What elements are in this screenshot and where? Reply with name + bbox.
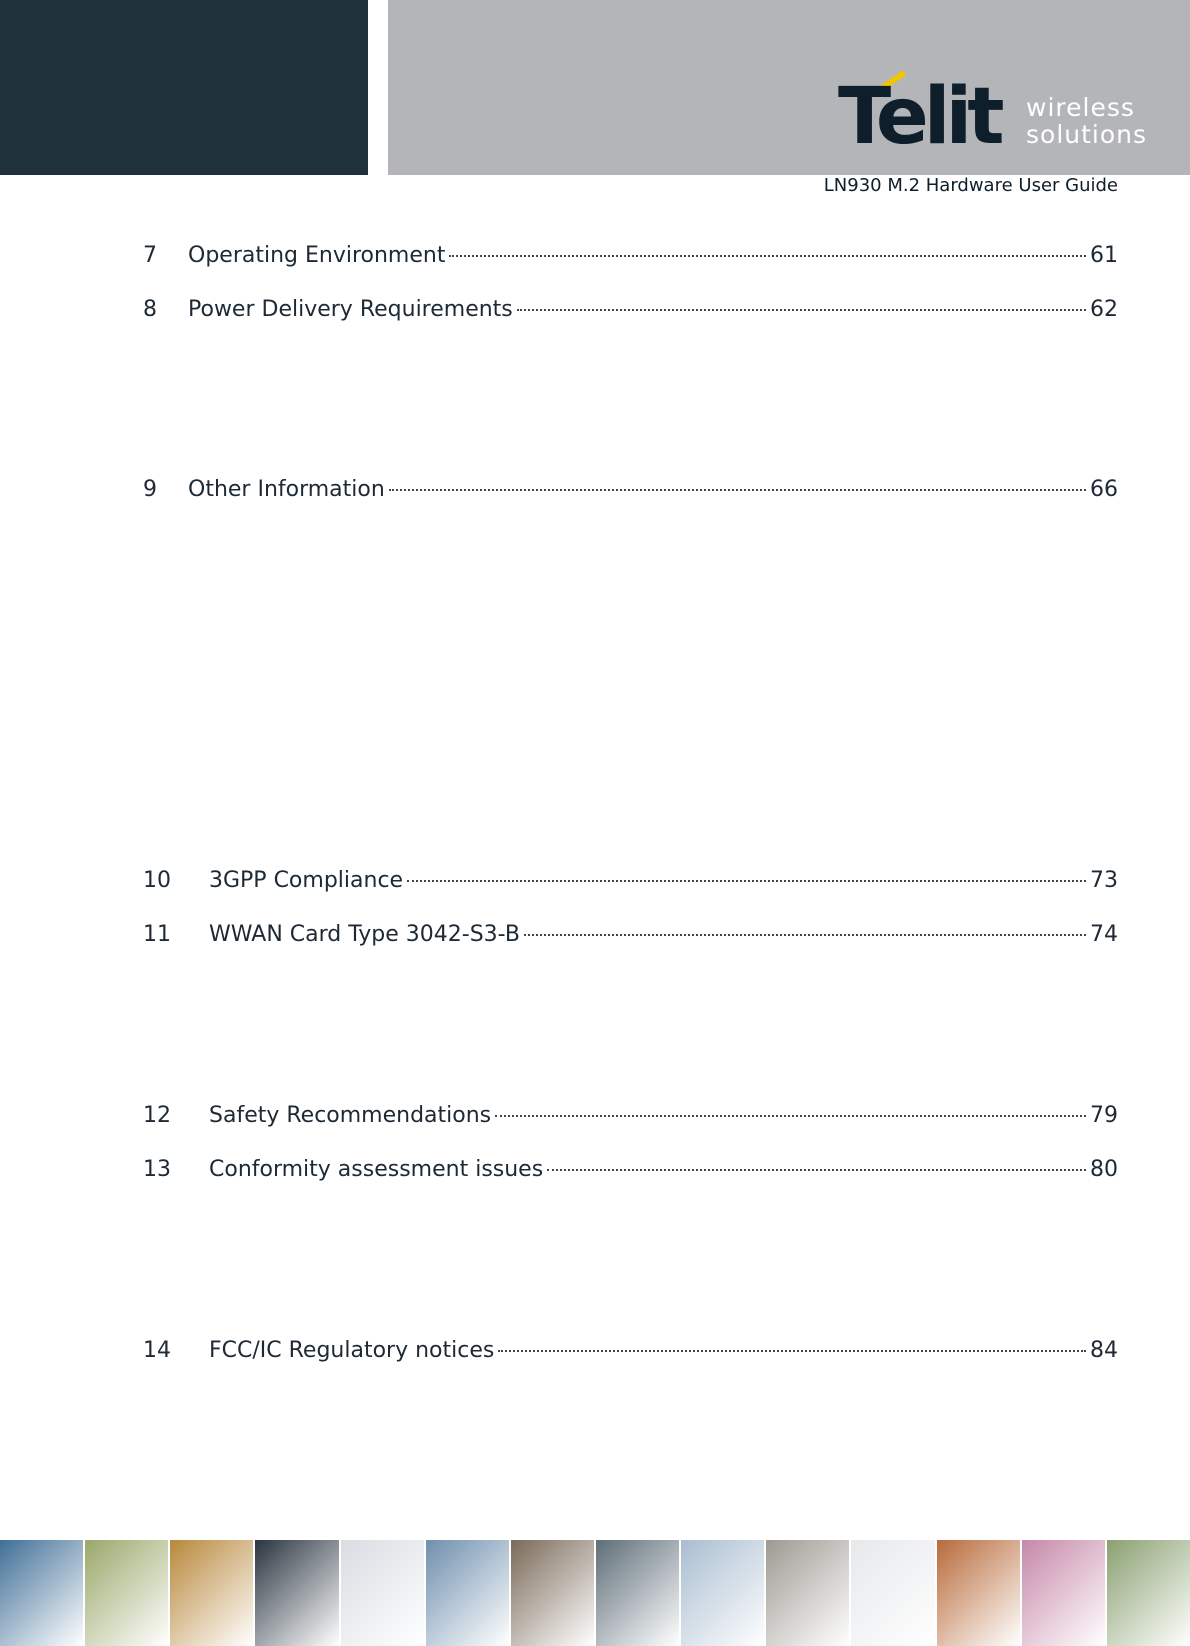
cyclist-photo	[426, 1540, 511, 1646]
toc-leader-dots	[517, 309, 1086, 311]
meter-photo	[766, 1540, 851, 1646]
toc-entry-page: 62	[1090, 297, 1118, 322]
toc-entry-page: 61	[1090, 243, 1118, 268]
toc-entry[interactable]	[143, 1338, 1118, 1372]
toc-entry-page: 66	[1090, 477, 1118, 502]
toc-entry-page: 79	[1090, 1103, 1118, 1128]
clock-display-photo	[255, 1540, 340, 1646]
toc-entry-page: 84	[1090, 1338, 1118, 1363]
toc-entry-number: 9	[143, 477, 157, 502]
keyboard-photo	[341, 1540, 426, 1646]
toc-leader-dots	[495, 1115, 1086, 1117]
toc-entry-number: 11	[143, 922, 171, 947]
toc-entry[interactable]	[143, 1103, 1118, 1137]
toc-leader-dots	[389, 489, 1086, 491]
toc-entry-number: 12	[143, 1103, 171, 1128]
toc-leader-dots	[407, 880, 1086, 882]
toc-entry-page: 73	[1090, 868, 1118, 893]
logo-tagline	[1026, 94, 1147, 148]
vending-photo	[596, 1540, 681, 1646]
toc-entry-number: 7	[143, 243, 157, 268]
train-photo	[937, 1540, 1022, 1646]
document-title: LN930 M.2 Hardware User Guide	[823, 175, 1118, 196]
toc-entry-number: 10	[143, 868, 171, 893]
toc-entry-title: Operating Environment	[188, 243, 446, 268]
toc-entry[interactable]	[143, 868, 1118, 902]
toc-leader-dots	[524, 934, 1086, 936]
toc-entry-number: 14	[143, 1338, 171, 1363]
toc-leader-dots	[547, 1169, 1086, 1171]
card-terminal-photo	[511, 1540, 596, 1646]
toc-entry-number: 13	[143, 1157, 171, 1182]
logo-tagline-line-1: wireless	[1026, 93, 1135, 122]
toc-entry-page: 80	[1090, 1157, 1118, 1182]
header-dark-block	[0, 0, 368, 175]
logo-tagline-line-2: solutions	[1026, 120, 1148, 149]
toc-entry-title: Safety Recommendations	[209, 1103, 492, 1128]
camera-photo	[1107, 1540, 1190, 1646]
toc-entry-title: Power Delivery Requirements	[188, 297, 513, 322]
containers-photo	[170, 1540, 255, 1646]
toc-entry-title: FCC/IC Regulatory notices	[209, 1338, 495, 1363]
highway-photo	[0, 1540, 85, 1646]
sos-phone-photo	[85, 1540, 170, 1646]
toc-entry[interactable]	[143, 297, 1118, 331]
toc-entry-number: 8	[143, 297, 157, 322]
telit-logo	[838, 58, 1158, 162]
toc-entry-title: Other Information	[188, 477, 385, 502]
toc-entry[interactable]	[143, 922, 1118, 956]
toc-entry[interactable]	[143, 243, 1118, 277]
wind-turbines-photo	[681, 1540, 766, 1646]
window-photo	[851, 1540, 936, 1646]
toc-leader-dots	[498, 1350, 1086, 1352]
toc-entry-page: 74	[1090, 922, 1118, 947]
pink-blur-photo	[1022, 1540, 1107, 1646]
toc-entry-title: WWAN Card Type 3042-S3-B	[209, 922, 520, 947]
toc-entry[interactable]	[143, 1157, 1118, 1191]
toc-entry[interactable]	[143, 477, 1118, 511]
toc-entry-title: 3GPP Compliance	[209, 868, 404, 893]
logo-wordmark: Telit	[838, 72, 1000, 162]
footer-photo-strip	[0, 1540, 1190, 1646]
toc-leader-dots	[449, 255, 1086, 257]
toc-entry-title: Conformity assessment issues	[209, 1157, 544, 1182]
